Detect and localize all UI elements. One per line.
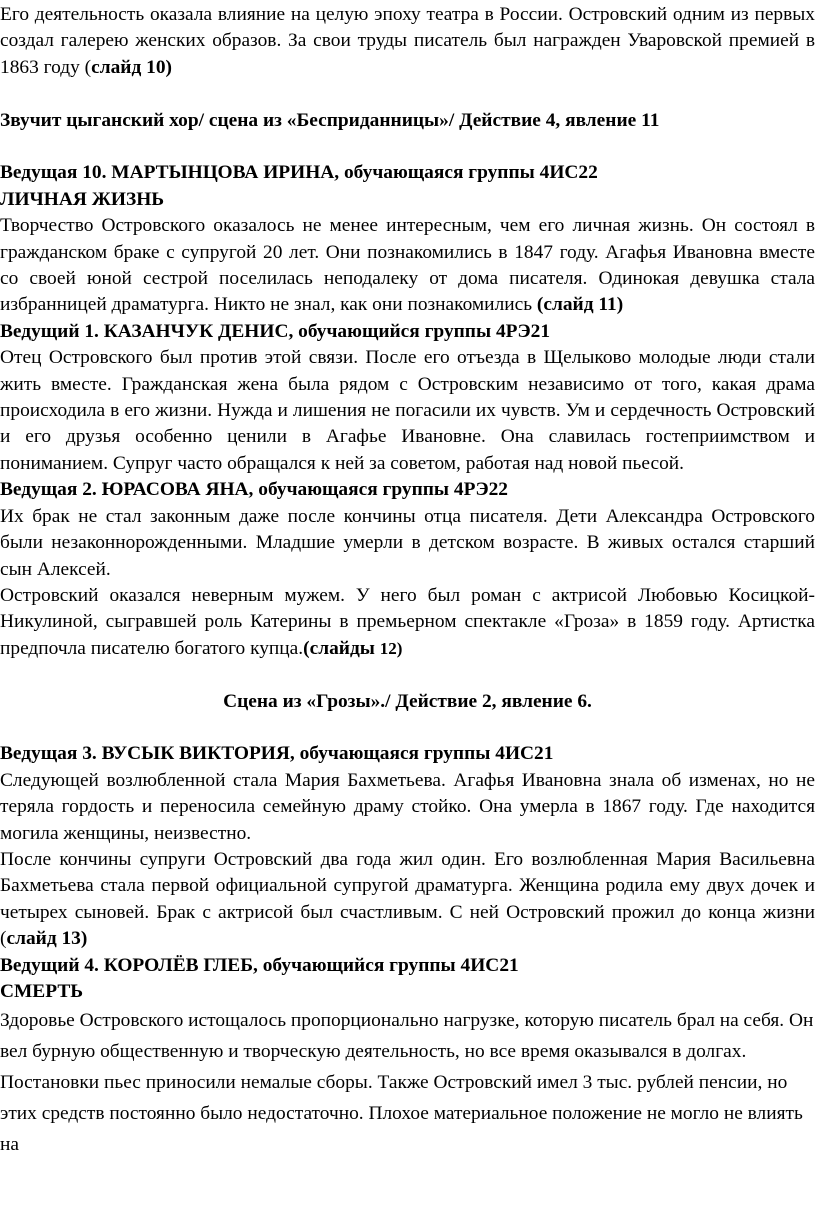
paragraph-marriage (0, 213, 815, 319)
host-2-heading: Ведущая 2. ЮРАСОВА ЯНА, обучающаяся группы 4РЭ22 (0, 479, 508, 501)
paragraph-children: Их брак не стал законным даже после кончины отца писателя. Дети Александра Островского были незаконнорожденными. Младшие умерли в детском возрасте. В живых остался старший сын Алексей. (0, 505, 815, 580)
paragraph-legacy-text: Его деятельность оказала влияние на целую эпоху театра в России. Островский одним из первых создал галерею женских образов. За свои труды писатель был награжден Уваровской премией в 1863 году ( (0, 4, 815, 78)
host-3-heading: Ведущая 3. ВУСЫК ВИКТОРИЯ, обучающаяся группы 4ИС21 (0, 743, 554, 765)
slide-ref-12a: (слайды (303, 637, 380, 659)
paragraph-marriage-text: Творчество Островского оказалось не менее интересным, чем его личная жизнь. Он состоял в гражданском браке с супругой 20 лет. Они познакомились в 1847 году. Агафья Ивановна вместе со своей юной сестрой поселилась неподалеку от дома писателя. Одинокая девушка стала избранницей драматурга. Никто не знал, как они познакомились (0, 215, 815, 316)
paragraph-father: Отец Островского был против этой связи. После его отъезда в Щелыково молодые люди стали жить вместе. Гражданская жена была рядом с Островским независимо от того, какая драма происходила в его жизни. Нужда и лишения не погасили их чувств. Ум и сердечность Островский и его друзья особенно ценили в Агафье Ивановне. Она славилась гостеприимством и пониманием. Супруг часто обращался к ней за советом, работая над новой пьесой. (0, 347, 815, 474)
section-title-personal-life: ЛИЧНАЯ ЖИЗНЬ (0, 188, 165, 210)
paragraph-bakhmeteva: Следующей возлюбленной стала Мария Бахметьева. Агафья Ивановна знала об изменах, но не теряла гордость и переносила семейную драму стойко. Она умерла в 1867 году. Где находится могила женщины, неизвестно. (0, 769, 815, 844)
paragraph-affair-text: Островский оказался неверным мужем. У него был роман с актрисой Любовью Косицкой-Никулиной, сыгравшей роль Катерины в премьерном спектакле «Гроза» в 1859 году. Артистка предпочла писателю богатого купца. (0, 584, 815, 659)
slide-ref-11: (слайд 11) (536, 294, 624, 316)
document-body (0, 2, 815, 1160)
stage-direction-gypsy-choir: Звучит цыганский хор/ сцена из «Бесприданницы»/ Действие 4, явление 11 (0, 109, 660, 131)
host-4-heading: Ведущий 4. КОРОЛЁВ ГЛЕБ, обучающийся группы 4ИС21 (0, 954, 519, 976)
slide-ref-12b: 12) (379, 638, 403, 658)
paragraph-affair (0, 583, 815, 662)
stage-direction-groza: Сцена из «Грозы»./ Действие 2, явление 6. (223, 690, 592, 712)
spacer (0, 81, 815, 107)
paragraph-legacy (0, 2, 815, 81)
spacer (0, 134, 815, 160)
final-block (0, 1005, 815, 1160)
host-10-heading: Ведущая 10. МАРТЫНЦОВА ИРИНА, обучающаяся группы 4ИС22 (0, 162, 598, 184)
section-title-death: СМЕРТЬ (0, 980, 84, 1002)
paragraph-second-marriage (0, 847, 815, 953)
paragraph-second-marriage-text: После кончины супруги Островский два года жил один. Его возлюбленная Мария Васильевна Бахметьева стала первой официальной супругой драматурга. Женщина родила ему двух дочек и четырех сыновей. Брак с актрисой был счастливым. С ней Островский прожил до конца жизни ( (0, 848, 815, 950)
paragraph-health: Здоровье Островского истощалось пропорционально нагрузке, которую писатель брал на себя. Он вел бурную общественную и творческую деятельность, но все время оказывался в долгах. Постановки пьес приносили немалые сборы. Также Островский имел 3 тыс. рублей пенсии, но этих средств постоянно было недостаточно. Плохое материальное положение не могло не влиять на (0, 1010, 814, 1156)
slide-ref-13: слайд 13) (6, 928, 88, 950)
slide-ref-10: слайд 10) (91, 56, 172, 78)
spacer (0, 662, 815, 688)
spacer (0, 715, 815, 741)
host-1-heading: Ведущий 1. КАЗАНЧУК ДЕНИС, обучающийся группы 4РЭ21 (0, 320, 551, 342)
